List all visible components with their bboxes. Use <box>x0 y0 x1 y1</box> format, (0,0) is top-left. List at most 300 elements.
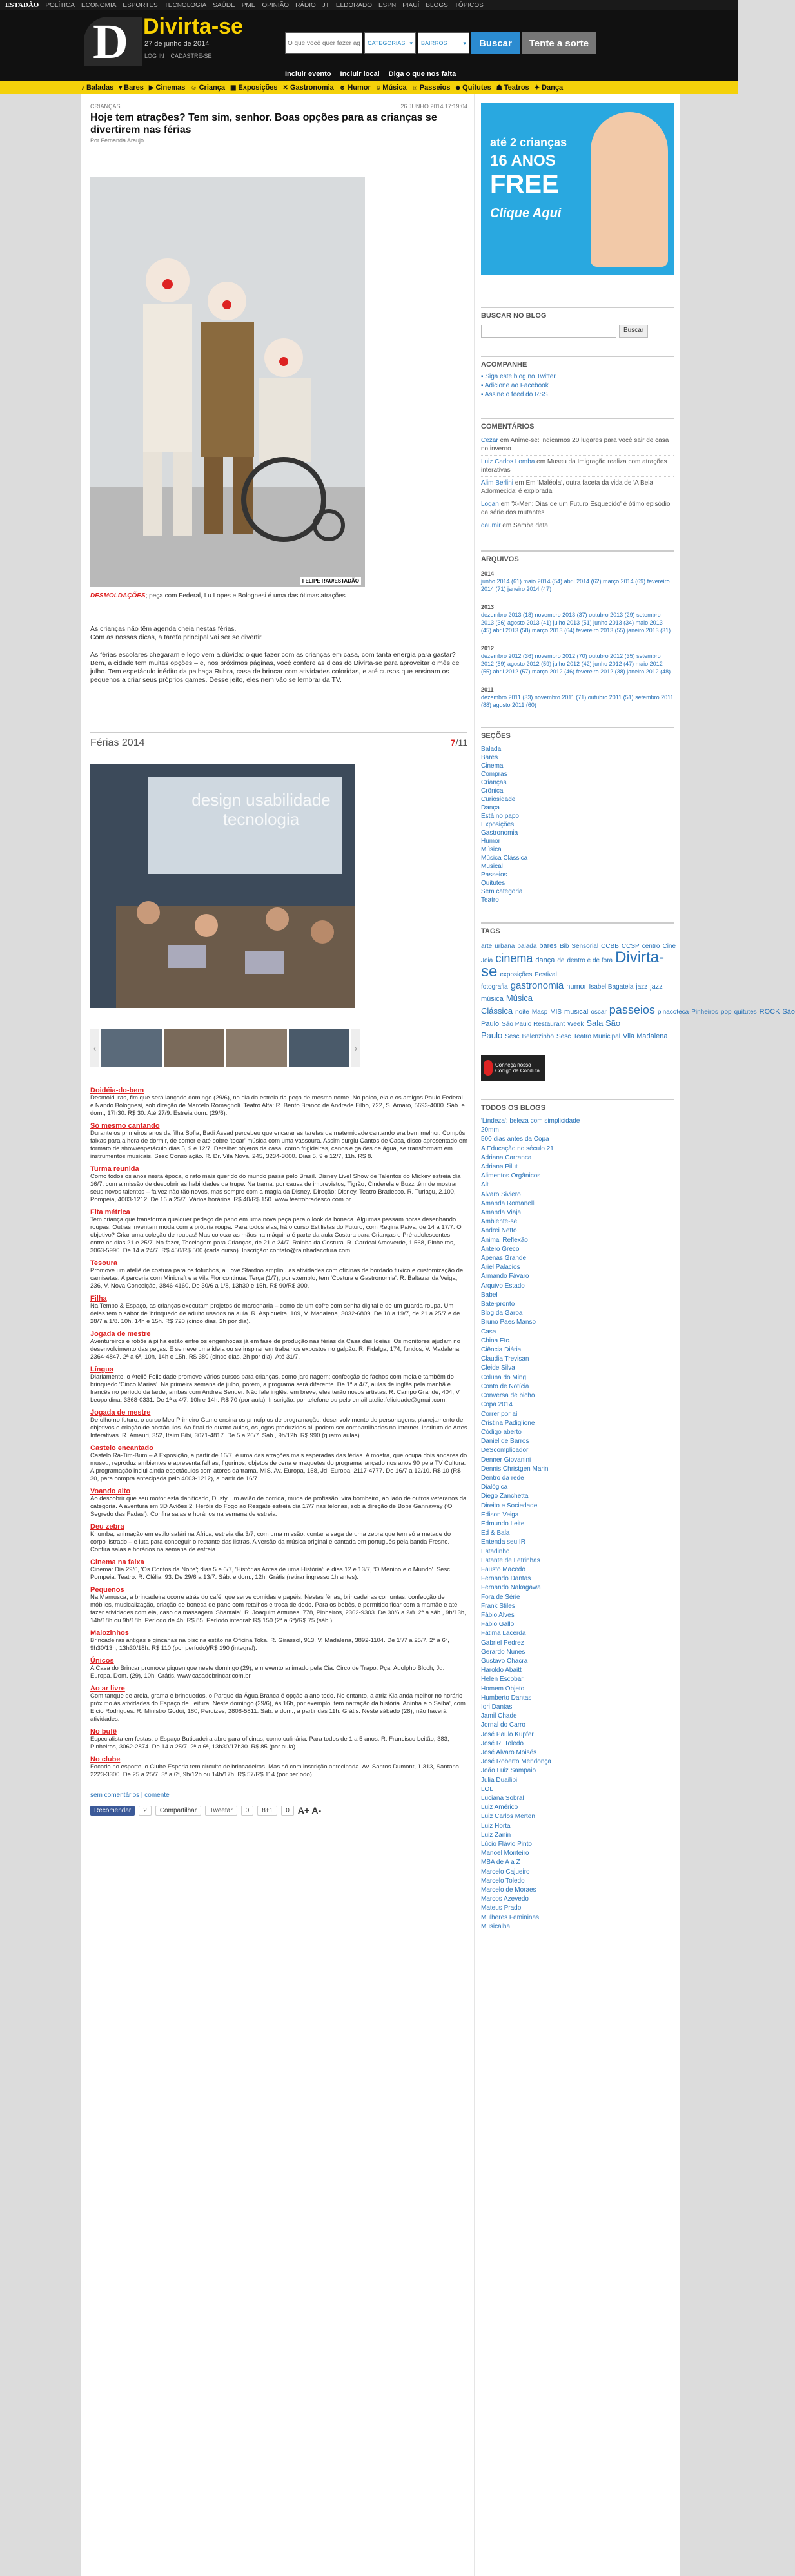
ad-banner[interactable] <box>481 103 674 275</box>
nav-danca[interactable] <box>535 84 563 92</box>
comment-item[interactable] <box>481 477 674 498</box>
blog-link[interactable]: 500 dias antes da Copa <box>481 1136 549 1143</box>
event-title[interactable]: Filha <box>90 1295 107 1303</box>
twitter-icon: ▪ <box>481 373 486 380</box>
section-link[interactable]: Humor <box>481 838 501 845</box>
tag-link[interactable]: dentro e de fora <box>567 957 613 964</box>
section-link[interactable]: Cinema <box>481 762 504 770</box>
event-title[interactable]: Língua <box>90 1366 114 1373</box>
archive-months[interactable]: junho 2014 (61) maio 2014 (54) abril 2014 (62) março 2014 (69) fevereiro 2014 (71) janeiro 2014 (47) <box>481 578 670 592</box>
add-event-link[interactable]: Incluir evento <box>285 70 331 78</box>
nav-crianca[interactable] <box>190 84 225 92</box>
section-link[interactable]: Música Clássica <box>481 855 528 862</box>
gplus-button[interactable]: 8+1 <box>257 1806 277 1816</box>
blog-link[interactable]: Alimentos Orgânicos <box>481 1172 541 1180</box>
event-text: Com tanque de areia, grama e brinquedos, o Parque da Água Branca é opção a ano todo. No entanto, a atriz Kia anda melhor no horário próximo às atividades do Espaço de Leitura. Neste domingo (29/6), às 16h, por exemplo, tem narração da história 'Aninha e o Saiba', com Elcio Rodrigues. R. Ministro Godói, 180, Perdizes, 2808-5811. Sáb. e dom., a partir das 11h. Grátis. Neste sábado (28), não haverá atividades. <box>90 1692 466 1723</box>
blog-link[interactable]: Casa <box>481 1328 496 1335</box>
blog-link[interactable]: Coluna do Ming <box>481 1373 527 1381</box>
intro-paragraph: As crianças não têm agenda cheia nestas férias. <box>90 625 237 633</box>
blog-link[interactable]: Blog da Garoa <box>481 1310 523 1317</box>
blog-link[interactable]: Gabriel Pedrez <box>481 1639 524 1647</box>
blog-link[interactable]: Babel <box>481 1291 498 1299</box>
topbar-link[interactable]: BLOGS <box>426 1 448 9</box>
rss-icon: ▪ <box>481 391 485 398</box>
comment-author[interactable]: daumir <box>481 522 501 529</box>
event-item <box>90 1122 467 1161</box>
topbar-link[interactable]: TECNOLOGIA <box>164 1 207 9</box>
event-text: A Casa do Brincar promove piquenique neste domingo (29), em evento animado pela Cia. Circo de Trapo. Pça. Adolpho Bloch, Jd. Europa. Dom. (29), 10h. Grátis. www.casadobrincar.com.br <box>90 1665 445 1680</box>
section-link[interactable]: Compras <box>481 771 507 778</box>
tweet-count: 0 <box>241 1806 254 1816</box>
add-place-link[interactable]: Incluir local <box>340 70 380 78</box>
fb-count: 2 <box>139 1806 152 1816</box>
blog-link[interactable]: Ciência Diária <box>481 1346 522 1354</box>
tag-link[interactable]: São Paulo Restaurant <box>502 1021 565 1028</box>
event-item <box>90 1629 467 1652</box>
event-title[interactable]: Jogada de mestre <box>90 1409 151 1417</box>
blog-link[interactable]: Alt <box>481 1181 489 1189</box>
tag-link[interactable]: Vila Madalena <box>623 1032 668 1040</box>
blog-link[interactable]: Gerardo Nunes <box>481 1648 525 1656</box>
blog-link[interactable]: Julia Duailibi <box>481 1776 518 1784</box>
tag-link[interactable]: Festival fotografia <box>481 971 557 991</box>
blog-search-input[interactable] <box>481 325 616 338</box>
caption-text: ; peça com Federal, Lu Lopes e Bolognesi é uma das ótimas atrações <box>145 592 346 599</box>
tag-link[interactable]: humor <box>566 983 587 991</box>
blog-link[interactable]: Claudia Trevisan <box>481 1355 529 1363</box>
tag-link[interactable]: jazz <box>636 983 648 991</box>
event-title[interactable]: Tesoura <box>90 1259 117 1267</box>
tag-link[interactable]: Week <box>567 1021 584 1028</box>
archive-months[interactable]: dezembro 2013 (18) novembro 2013 (37) outubro 2013 (29) setembro 2013 (36) agosto 2013 (41) julho 2013 (51) junho 2013 (34) maio 2013 (45) abril 2013 (58) março 2013 (64) fevereiro 2013 (55) janeiro 2013 (31) <box>481 612 671 634</box>
archive-months[interactable]: dezembro 2011 (33) novembro 2011 (71) outubro 2011 (51) setembro 2011 (88) agosto 2011 (60) <box>481 694 674 708</box>
blog-link[interactable]: Fábio Alves <box>481 1611 515 1619</box>
blog-link[interactable]: Estadinho <box>481 1547 510 1555</box>
blog-link[interactable]: Código aberto <box>481 1428 522 1436</box>
next-arrow-icon[interactable]: › <box>351 1029 360 1067</box>
site-title[interactable]: Divirta-se <box>143 14 243 39</box>
event-title[interactable]: No clube <box>90 1756 121 1763</box>
tag-link[interactable]: Música Clássica <box>481 993 533 1016</box>
tag-link[interactable]: quitutes <box>734 1009 757 1016</box>
blog-link[interactable]: Entenda seu IR <box>481 1538 525 1546</box>
register-link[interactable]: CADASTRE-SE <box>170 53 212 59</box>
share-button[interactable]: Compartilhar <box>155 1806 201 1816</box>
nav-label: Humor <box>348 84 371 92</box>
blog-link[interactable]: Marcelo Toledo <box>481 1877 525 1884</box>
gallery-current: 7 <box>450 737 456 748</box>
section-link[interactable]: Passeios <box>481 871 507 878</box>
blog-link[interactable]: Luiz Zanin <box>481 1831 511 1839</box>
comments-link[interactable]: sem comentários | comente <box>90 1792 170 1799</box>
blog-link[interactable]: José Paulo Kupfer <box>481 1730 534 1738</box>
nav-label: Passeios <box>419 84 451 92</box>
blog-link[interactable]: Armando Fávaro <box>481 1273 529 1281</box>
tag-link[interactable]: Cine Joia <box>481 943 676 964</box>
blog-link[interactable]: Bate-pronto <box>481 1301 515 1308</box>
blog-link[interactable]: Dentro da rede <box>481 1474 524 1482</box>
event-title[interactable]: Doidéia-do-bem <box>90 1087 144 1094</box>
estadao-logo[interactable]: ESTADÃO <box>5 1 39 9</box>
prev-arrow-icon[interactable]: ‹ <box>90 1029 99 1067</box>
event-text: Tem criança que transforma qualquer pedaço de pano em uma nova peça para o look da boneca. Algumas passam horas desenhando roupas. Outras inventam moda com a própria roupa. Para todos elas, há o curso Estilistas do Futuro, com Regina Paiva, de 14 a 17/7. O objetivo? Criar uma coleção de roupas! Mas colocar as mãos na máquina é parte da aula Costura para Crianças e Pré-adolescentes, entre os dias 21 e 25/7. No fazer, Tecelagem para Crianças, de 21 e 24/7. Rainha da Costura. R. Cardeal Arcoverde, 1.568, Pinheiros, 3063-5990. De 14 a 24/7. R$ 450/R$ 500 (cada curso). Inscrição: contato@rainhadacotura.com. <box>90 1216 462 1254</box>
article-category[interactable]: CRIANÇAS <box>90 103 121 110</box>
topbar-link[interactable]: ESPORTES <box>123 1 158 9</box>
blog-link[interactable]: Cleide Silva <box>481 1364 515 1372</box>
tag-link[interactable]: CCBB <box>601 943 619 950</box>
nav-baladas[interactable] <box>81 84 113 92</box>
nav-cinemas[interactable] <box>149 84 186 92</box>
blog-search-button[interactable]: Buscar <box>619 325 648 338</box>
tag-link[interactable]: arte <box>481 943 493 950</box>
blog-link[interactable]: Arquivo Estado <box>481 1282 525 1290</box>
follow-label: Assine o feed do RSS <box>484 391 548 398</box>
event-title[interactable]: Maiozinhos <box>90 1629 129 1637</box>
lucky-button[interactable]: Tente a sorte <box>522 32 596 54</box>
event-text: Especialista em festas, o Espaço Buticadeira abre para oficinas, como culinária. Para todos de 1 a 5 anos. R. Francisco Leitão, 383, Pinheiros, 3062-2874. De 14 a 25/7. 2ª a 6ª, 13h30/17h30. R$ 85 (por aula). <box>90 1736 449 1750</box>
blog-link[interactable]: Cristina Padiglione <box>481 1419 535 1427</box>
blog-link[interactable]: Mateus Prado <box>481 1904 522 1912</box>
nav-label: Teatros <box>504 84 529 92</box>
article-byline: Por Fernanda Araujo <box>90 137 144 144</box>
tag-link[interactable]: Pinheiros <box>691 1009 718 1016</box>
event-item <box>90 1657 467 1680</box>
category-select[interactable] <box>364 32 416 54</box>
twitter-follow-link[interactable] <box>481 373 674 382</box>
blog-link[interactable]: Estante de Letrinhas <box>481 1556 540 1564</box>
tag-link[interactable]: urbana <box>495 943 515 950</box>
archive-year: 2013 <box>481 604 495 610</box>
event-text: Aventureiros e robôs à pilha estão entre os engenhocas já em fase de produção nas férias da Casa das Ideias. Os monitores ajudam no desenvolvimento das peças. E se neve uma ideia ou se inspirar em trabalhos expostos no galpão. R. Fidalga, 174, fundos, V. Madalena, 2364-4847. 2ª a 6ª, 10h, 14h e 15h. R$ 380 (cinco dias, 2h por dia). Até 31/7. <box>90 1338 461 1361</box>
tag-link[interactable]: jazz música <box>481 983 663 1003</box>
tweet-button[interactable]: Tweetar <box>205 1806 237 1816</box>
blog-link[interactable]: Direito e Sociedade <box>481 1502 538 1509</box>
gallery-thumb[interactable] <box>289 1029 349 1067</box>
event-title[interactable]: Deu zebra <box>90 1523 124 1531</box>
tag-link[interactable]: exposições <box>500 971 533 978</box>
blog-link[interactable]: Alvaro Siviero <box>481 1190 521 1198</box>
archive-year: 2014 <box>481 570 495 577</box>
tag-link[interactable]: dança <box>535 956 555 964</box>
comment-item[interactable] <box>481 456 674 477</box>
header-search <box>285 32 596 54</box>
blog-link[interactable]: Fábio Gallo <box>481 1621 515 1629</box>
event-text: Desmolduras, fim que será lançado domingo (29/6), no dia da estreia da peça de mesmo nome. No palco, ela e os amigos Paulo Federal e Nando Bolognesi, sob direção de Marcelo Romagnoli. Teatro Alfa: R. Bento Branco de Andrade Filho, 722, S. Amaro, 5693-4000. Sáb. e dom., 17h30. R$ 30. Até 27/9. Estreia dom. (29/6). <box>90 1094 465 1117</box>
section-link[interactable]: Exposições <box>481 821 515 828</box>
blog-link[interactable]: Luciana Sobral <box>481 1795 524 1803</box>
blog-link[interactable]: José R. Toledo <box>481 1739 524 1747</box>
tag-link[interactable]: ROCK <box>759 1008 780 1016</box>
comment-item[interactable] <box>481 498 674 519</box>
event-title[interactable]: Só mesmo cantando <box>90 1122 160 1130</box>
blog-link[interactable]: Fausto Macedo <box>481 1565 525 1573</box>
section-link[interactable]: Dança <box>481 804 500 811</box>
event-title[interactable]: Voando alto <box>90 1487 131 1495</box>
facebook-recommend-button[interactable]: Recomendar <box>90 1806 135 1816</box>
gallery-title: Férias 2014 <box>90 737 145 748</box>
blog-link[interactable]: Antero Greco <box>481 1245 520 1253</box>
event-title[interactable]: Únicos <box>90 1657 114 1665</box>
caption-label: DESMOLDAÇÕES <box>90 592 146 599</box>
tag-link[interactable]: Masp <box>531 1009 548 1016</box>
comment-author[interactable]: Logan <box>481 501 499 508</box>
nav-bares[interactable] <box>119 84 144 92</box>
content-wrapper <box>81 94 795 2576</box>
blog-search <box>481 325 674 338</box>
blog-link[interactable]: Apenas Grande <box>481 1255 527 1263</box>
nav-label: Exposições <box>238 84 278 92</box>
topbar-link[interactable]: ESPN <box>378 1 397 9</box>
blog-link[interactable]: Daniel de Barros <box>481 1438 529 1446</box>
section-link[interactable]: Gastronomia <box>481 829 518 837</box>
tag-link[interactable]: passeios <box>609 1003 655 1016</box>
blog-link[interactable]: Jamil Chade <box>481 1712 517 1720</box>
tag-link[interactable]: centro <box>642 943 660 950</box>
blog-link[interactable]: Adriana Carranca <box>481 1154 532 1161</box>
tag-link[interactable]: Sensorial <box>571 943 599 950</box>
blog-link[interactable]: Conversa de bicho <box>481 1392 535 1400</box>
blog-link[interactable]: João Luiz Sampaio <box>481 1767 536 1775</box>
blog-link[interactable]: Correr por aí <box>481 1410 518 1418</box>
blog-link[interactable]: José Alvaro Moisés <box>481 1749 537 1757</box>
blog-link[interactable]: Adriana Pilut <box>481 1163 518 1171</box>
section-link[interactable]: Curiosidade <box>481 796 516 803</box>
tag-link[interactable]: bares <box>539 942 557 950</box>
event-item <box>90 1756 467 1779</box>
conduct-badge[interactable] <box>481 1055 545 1081</box>
search-button[interactable]: Buscar <box>471 32 520 54</box>
font-size-control[interactable]: A+ A- <box>297 1805 322 1816</box>
event-item <box>90 1558 467 1582</box>
section-link[interactable]: Balada <box>481 746 502 753</box>
event-title[interactable]: Castelo encantado <box>90 1444 153 1452</box>
topbar-link[interactable]: POLÍTICA <box>45 1 75 9</box>
clowns-photo-illustration <box>90 177 365 587</box>
topbar-link[interactable]: TÓPICOS <box>454 1 484 9</box>
tag-link[interactable]: Isabel Bagatela <box>589 983 634 991</box>
tag-link[interactable]: de <box>557 957 565 964</box>
blog-link[interactable]: Denner Giovanini <box>481 1456 531 1464</box>
tag-link[interactable]: Bib <box>559 943 569 950</box>
section-link[interactable]: Teatro <box>481 896 499 904</box>
blog-link[interactable]: 20mm <box>481 1127 499 1134</box>
chevron-down-icon: ▾ <box>463 39 466 46</box>
tag-link[interactable]: cinema <box>495 952 533 965</box>
blog-link[interactable]: Fernando Nakagawa <box>481 1584 541 1592</box>
topbar-link[interactable]: PME <box>241 1 256 9</box>
tag-link[interactable]: oscar <box>591 1009 607 1016</box>
nav-humor[interactable] <box>339 84 371 92</box>
nav-label: Música <box>382 84 407 92</box>
topbar-link[interactable]: PIAUÍ <box>402 1 420 9</box>
blog-link[interactable]: Lúcio Flávio Pinto <box>481 1841 532 1848</box>
event-item <box>90 1444 467 1483</box>
cake-icon: ◆ <box>455 84 461 92</box>
blog-link[interactable]: Animal Reflexão <box>481 1236 528 1244</box>
blog-link[interactable]: Homem Objeto <box>481 1685 525 1692</box>
comment-author[interactable]: Alim Berlini <box>481 479 514 487</box>
blog-link[interactable]: LOL <box>481 1785 493 1793</box>
blog-link[interactable]: Copa 2014 <box>481 1401 513 1409</box>
search-input[interactable] <box>285 32 362 54</box>
event-title[interactable]: Pequenos <box>90 1586 124 1594</box>
blog-link[interactable]: Jornal do Carro <box>481 1721 525 1729</box>
site-header <box>0 10 738 69</box>
rss-follow-link[interactable] <box>481 391 674 400</box>
blog-link[interactable]: Haroldo Abaitt <box>481 1667 522 1674</box>
blog-link[interactable]: MBA de A a Z <box>481 1859 520 1866</box>
blog-link[interactable]: Gustavo Chacra <box>481 1657 528 1665</box>
tag-link[interactable]: Belenzinho <box>522 1033 554 1040</box>
gallery-total: 11 <box>458 737 467 748</box>
gallery-thumbs <box>90 1029 467 1067</box>
blog-link[interactable]: Marcos Azevedo <box>481 1895 529 1903</box>
blog-link[interactable]: Helen Escobar <box>481 1676 524 1683</box>
gallery-thumb[interactable] <box>101 1029 162 1067</box>
gallery-thumb[interactable] <box>164 1029 224 1067</box>
section-link[interactable]: Crônica <box>481 788 504 795</box>
comment-text: em 'X-Men: Dias de um Futuro Esquecido' é ótimo episódio da série dos mutantes <box>481 501 671 516</box>
nav-musica[interactable] <box>376 84 407 92</box>
tag-link[interactable]: Teatro Municipal <box>573 1033 621 1040</box>
follow-heading: ACOMPANHE <box>481 356 674 369</box>
topbar-link[interactable]: RÁDIO <box>295 1 316 9</box>
tag-cloud <box>481 940 795 1042</box>
event-title[interactable]: Turma reunida <box>90 1165 139 1173</box>
facebook-follow-link[interactable] <box>481 382 674 391</box>
archive-heading: ARQUIVOS <box>481 550 674 563</box>
tag-link[interactable]: Sesc <box>505 1033 520 1040</box>
topbar-link[interactable]: JT <box>322 1 329 9</box>
blog-link[interactable]: José Roberto Mendonça <box>481 1758 551 1766</box>
topbar-link[interactable]: ECONOMIA <box>81 1 117 9</box>
section-link[interactable]: Sem categoria <box>481 888 523 895</box>
tag-link[interactable]: CCSP <box>621 943 640 950</box>
archive-months[interactable]: dezembro 2012 (36) novembro 2012 (70) outubro 2012 (35) setembro 2012 (59) agosto 2012 (59) julho 2012 (42) junho 2012 (47) maio 2012 (55) abril 2012 (57) março 2012 (46) fevereiro 2012 (38) janeiro 2012 (48) <box>481 653 671 675</box>
blog-link[interactable]: Marcelo Cajueiro <box>481 1868 530 1875</box>
blog-link[interactable]: Edmundo Leite <box>481 1520 525 1527</box>
note-icon: ♫ <box>375 84 381 92</box>
blog-link[interactable]: Andrei Netto <box>481 1227 517 1235</box>
blog-link[interactable]: Frank Stiles <box>481 1602 515 1610</box>
nav-gastronomia[interactable] <box>283 84 334 92</box>
blog-link[interactable]: Marcelo de Moraes <box>481 1886 536 1894</box>
gallery-thumb[interactable] <box>226 1029 287 1067</box>
blog-link[interactable]: Luiz Horta <box>481 1822 511 1830</box>
tag-link[interactable]: pop <box>720 1009 732 1016</box>
blog-link[interactable]: Conto de Notícia <box>481 1382 529 1390</box>
blog-link[interactable]: Mulheres Femininas <box>481 1913 540 1921</box>
photo-caption <box>90 592 467 599</box>
blog-link[interactable]: Fernando Dantas <box>481 1575 531 1583</box>
blog-link[interactable]: A Educação no século 21 <box>481 1145 554 1152</box>
music-note-icon: ♪ <box>81 84 84 92</box>
topbar-link[interactable]: SAÚDE <box>213 1 235 9</box>
blog-link[interactable]: Iori Dantas <box>481 1703 513 1710</box>
gallery-photo[interactable] <box>90 764 355 1008</box>
blog-link[interactable]: Ariel Palacios <box>481 1264 520 1272</box>
blog-link[interactable]: Dennis Christgen Marin <box>481 1465 549 1473</box>
blog-link[interactable]: Fora de Série <box>481 1593 520 1601</box>
event-title[interactable]: Fita métrica <box>90 1208 130 1216</box>
event-title[interactable]: No bufê <box>90 1728 117 1736</box>
comment-author[interactable]: Luiz Carlos Lomba <box>481 458 535 465</box>
tag-link[interactable]: MIS <box>550 1009 562 1016</box>
section-link[interactable]: Crianças <box>481 779 507 786</box>
blog-link[interactable]: Luiz Carlos Merten <box>481 1813 535 1821</box>
article-title[interactable]: Hoje tem atrações? Tem sim, senhor. Boas opções para as crianças se divertirem nas férias <box>90 112 437 135</box>
blog-link[interactable]: Amanda Viaja <box>481 1209 522 1217</box>
feedback-link[interactable]: Diga o que nos falta <box>388 70 456 78</box>
event-text: Brincadeiras antigas e gincanas na piscina estão na Oficina Toka. R. Girassol, 913, V. Madalena, 3892-1104. De 1º/7 a 25/7. 2ª a 6ª, 9h30/13h, 13h30/18h. R$ 110 (por período)/R$ 190 (integral). <box>90 1637 449 1652</box>
dance-icon: ✦ <box>534 84 540 92</box>
topbar-link[interactable]: ELDORADO <box>335 1 372 9</box>
blog-link[interactable]: Musicalha <box>481 1922 511 1930</box>
tags-heading: TAGS <box>481 922 674 935</box>
follow-label: Siga este blog no Twitter <box>485 373 556 380</box>
tag-link[interactable]: noite <box>515 1009 529 1016</box>
tag-link[interactable]: Sala São Paulo <box>481 1018 621 1040</box>
divirta-logo-icon[interactable]: D <box>84 17 142 66</box>
nav-exposicoes[interactable] <box>230 84 278 92</box>
section-link[interactable]: Bares <box>481 754 498 761</box>
blog-link[interactable]: Diego Zanchetta <box>481 1493 529 1500</box>
blog-link[interactable]: 'Lindeza': beleza com simplicidade <box>481 1118 580 1125</box>
topbar-link[interactable]: OPINIÃO <box>262 1 290 9</box>
blog-link[interactable]: Manoel Monteiro <box>481 1850 529 1857</box>
blog-link[interactable]: China Etc. <box>481 1337 511 1344</box>
event-title[interactable]: Jogada de mestre <box>90 1330 151 1338</box>
comment-item[interactable] <box>481 434 674 456</box>
login-link[interactable]: LOG IN <box>144 53 164 59</box>
tag-link[interactable]: gastronomia <box>510 980 564 991</box>
section-link[interactable]: Quitutes <box>481 880 505 887</box>
comments-heading: COMENTÁRIOS <box>481 418 674 431</box>
nav-passeios[interactable] <box>412 84 451 92</box>
blog-link[interactable]: Edison Veiga <box>481 1511 519 1518</box>
section-link[interactable]: Musical <box>481 863 503 870</box>
event-title[interactable]: Ao ar livre <box>90 1685 125 1692</box>
nav-teatros[interactable] <box>496 84 529 92</box>
comment-text: em Museu da Imigração realiza com atrações interativas <box>481 458 667 474</box>
tag-link[interactable]: musical <box>564 1008 589 1016</box>
section-link[interactable]: Está no papo <box>481 813 519 820</box>
blog-link[interactable]: DeScomplicador <box>481 1447 529 1455</box>
blog-link[interactable]: Luiz Américo <box>481 1804 518 1812</box>
tag-link[interactable]: pinacoteca <box>657 1009 689 1016</box>
event-item <box>90 1586 467 1625</box>
tag-link[interactable]: São Paulo <box>481 1008 795 1028</box>
tag-link[interactable]: Sesc <box>556 1033 571 1040</box>
section-link[interactable]: Música <box>481 846 502 853</box>
blog-link[interactable]: Ambiente-se <box>481 1218 518 1226</box>
tag-link[interactable]: balada <box>517 943 537 950</box>
comment-item[interactable] <box>481 519 674 532</box>
blog-link[interactable]: Dialógica <box>481 1484 508 1491</box>
top-bar <box>0 0 738 10</box>
blog-link[interactable]: Humberto Dantas <box>481 1694 532 1701</box>
blog-link[interactable]: Ed & Bala <box>481 1529 510 1537</box>
blog-link[interactable]: Amanda Romanelli <box>481 1199 536 1207</box>
bairro-select[interactable] <box>418 32 469 54</box>
blog-link[interactable]: Fátima Lacerda <box>481 1630 526 1638</box>
tag-link[interactable]: Divirta-se <box>481 949 665 980</box>
blog-link[interactable]: Bruno Paes Manso <box>481 1319 536 1326</box>
comment-author[interactable]: Cezar <box>481 437 498 444</box>
event-item <box>90 1295 467 1326</box>
event-title[interactable]: Cinema na faixa <box>90 1558 144 1566</box>
nav-quitutes[interactable] <box>455 84 491 92</box>
